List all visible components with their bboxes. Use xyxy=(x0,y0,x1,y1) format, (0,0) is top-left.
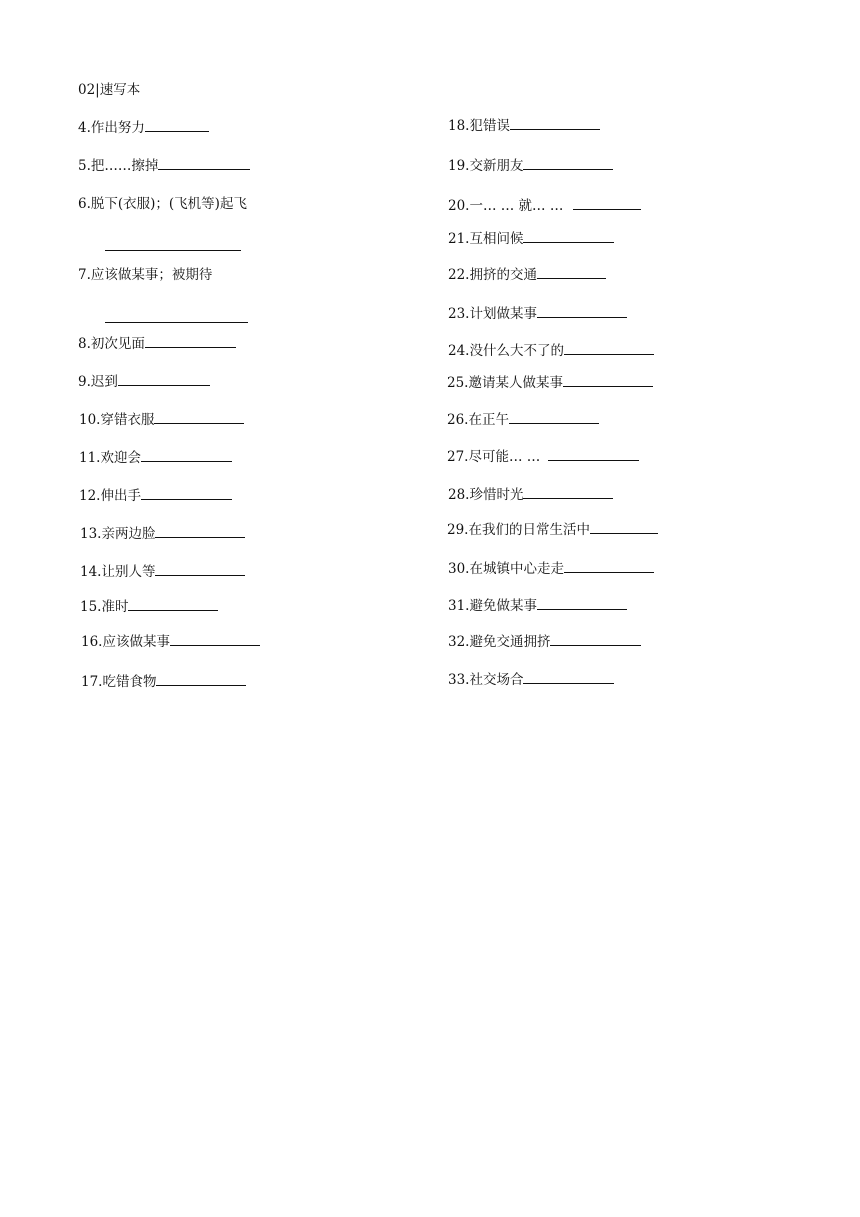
answer-blank[interactable] xyxy=(105,322,248,323)
answer-blank[interactable] xyxy=(537,303,627,318)
item-label: 6.脱下(衣服)；(飞机等)起飞 xyxy=(78,196,247,212)
answer-blank[interactable] xyxy=(564,558,654,573)
list-item-24 xyxy=(448,340,654,360)
item-label: 4.作出努力 xyxy=(78,120,145,136)
item-label: 31.避免做某事 xyxy=(448,598,537,614)
answer-blank[interactable] xyxy=(155,523,245,538)
answer-blank[interactable] xyxy=(141,485,232,500)
list-item-7 xyxy=(78,265,212,285)
list-item-17 xyxy=(81,671,246,691)
list-item-31 xyxy=(448,595,627,615)
list-item-11 xyxy=(79,447,232,467)
answer-blank[interactable] xyxy=(158,155,250,170)
list-item-32 xyxy=(448,631,641,651)
list-item-28 xyxy=(448,484,613,504)
item-label: 12.伸出手 xyxy=(79,488,141,504)
item-label: 22.拥挤的交通 xyxy=(448,267,537,283)
item-label: 15.准时 xyxy=(80,599,129,615)
list-item-13 xyxy=(80,523,245,543)
answer-blank[interactable] xyxy=(563,372,653,387)
list-item-16 xyxy=(81,631,260,651)
item-label: 5.把……擦掉 xyxy=(78,158,159,174)
item-label: 33.社交场合 xyxy=(448,672,524,688)
answer-blank[interactable] xyxy=(156,671,246,686)
item-label: 14.让别人等 xyxy=(80,564,156,580)
list-item-22 xyxy=(448,264,606,284)
list-item-30 xyxy=(448,558,654,578)
list-item-33 xyxy=(448,669,614,689)
answer-blank[interactable] xyxy=(548,446,639,461)
answer-blank[interactable] xyxy=(145,333,236,348)
item-label: 30.在城镇中心走走 xyxy=(448,561,564,577)
item-label: 8.初次见面 xyxy=(78,336,145,352)
answer-blank[interactable] xyxy=(145,117,209,132)
list-item-25 xyxy=(447,372,653,392)
list-item-12 xyxy=(79,485,232,505)
item-label: 18.犯错误 xyxy=(448,118,510,134)
list-item-27 xyxy=(447,446,639,466)
item-label: 20.一… … 就… … xyxy=(448,198,564,214)
list-item-14 xyxy=(80,561,245,581)
list-item-9 xyxy=(78,371,210,391)
list-item-8 xyxy=(78,333,236,353)
list-item-29 xyxy=(447,519,658,539)
list-item-15 xyxy=(80,596,218,616)
answer-blank[interactable] xyxy=(141,447,232,462)
list-item-18 xyxy=(448,115,600,135)
list-item-10 xyxy=(79,409,244,429)
item-label: 16.应该做某事 xyxy=(81,634,170,650)
answer-blank[interactable] xyxy=(154,409,244,424)
answer-blank[interactable] xyxy=(550,631,641,646)
list-item-20 xyxy=(448,195,641,215)
answer-blank[interactable] xyxy=(510,115,600,130)
item-label: 32.避免交通拥挤 xyxy=(448,634,551,650)
list-item-19 xyxy=(448,155,613,175)
list-item-6 xyxy=(78,194,247,214)
answer-blank[interactable] xyxy=(155,561,245,576)
list-item-4 xyxy=(78,117,209,137)
item-label: 28.珍惜时光 xyxy=(448,487,524,503)
list-item-23 xyxy=(448,303,627,323)
list-item-5 xyxy=(78,155,250,175)
answer-blank[interactable] xyxy=(170,631,260,646)
answer-blank[interactable] xyxy=(523,669,614,684)
answer-blank[interactable] xyxy=(523,155,613,170)
answer-blank[interactable] xyxy=(118,371,210,386)
page-title: 02|速写本 xyxy=(78,82,141,98)
answer-blank[interactable] xyxy=(105,250,241,251)
answer-blank[interactable] xyxy=(128,596,218,611)
item-label: 11.欢迎会 xyxy=(79,450,141,466)
list-item-21 xyxy=(448,228,614,248)
item-label: 10.穿错衣服 xyxy=(79,412,155,428)
answer-blank[interactable] xyxy=(537,264,606,279)
item-label: 7.应该做某事；被期待 xyxy=(78,267,213,283)
answer-blank[interactable] xyxy=(523,228,614,243)
item-label: 9.迟到 xyxy=(78,374,118,390)
answer-blank[interactable] xyxy=(509,409,599,424)
item-label: 13.亲两边脸 xyxy=(80,526,156,542)
item-label: 17.吃错食物 xyxy=(81,674,157,690)
item-label: 29.在我们的日常生活中 xyxy=(447,522,590,538)
answer-blank[interactable] xyxy=(564,340,654,355)
item-label: 23.计划做某事 xyxy=(448,306,537,322)
answer-blank[interactable] xyxy=(590,519,658,534)
item-label: 19.交新朋友 xyxy=(448,158,524,174)
item-label: 24.没什么大不了的 xyxy=(448,343,564,359)
item-label: 25.邀请某人做某事 xyxy=(447,375,563,391)
answer-blank[interactable] xyxy=(523,484,613,499)
item-label: 26.在正午 xyxy=(447,412,509,428)
item-label: 27.尽可能… … xyxy=(447,449,541,465)
item-label: 21.互相问候 xyxy=(448,231,524,247)
answer-blank[interactable] xyxy=(573,195,641,210)
list-item-26 xyxy=(447,409,599,429)
answer-blank[interactable] xyxy=(537,595,627,610)
